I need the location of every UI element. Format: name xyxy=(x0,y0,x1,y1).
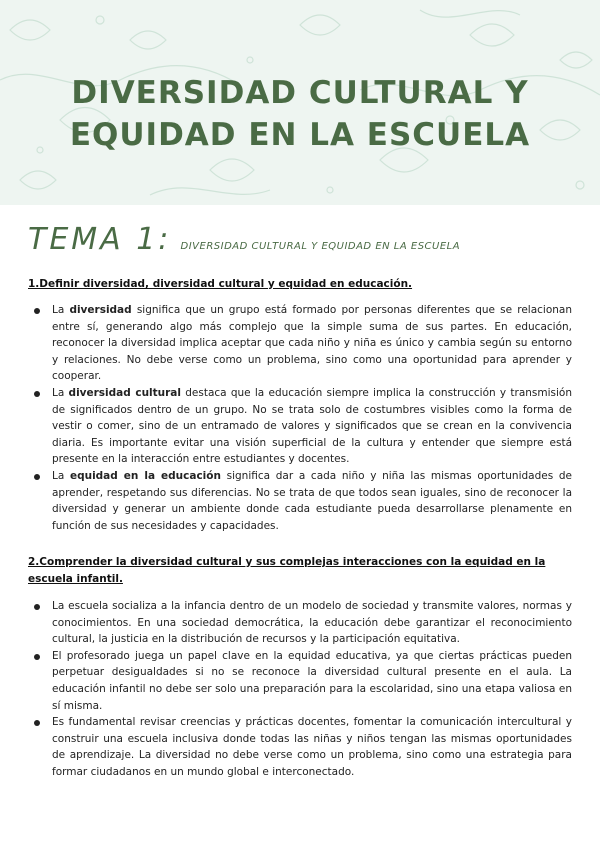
list-item: Es fundamental revisar creencias y prácticas docentes, fomentar la comunicación intercultural y construir una escuela inclusiva donde todas las niñas y niños tengan las mismas oportunidades de aprendizaje. La diversidad no debe verse como un problema, sino como una estrategia para formar ciudadanos en un mundo global e interconectado. xyxy=(28,714,572,780)
title-line-1: DIVERSIDAD CULTURAL Y xyxy=(71,75,529,111)
section-1-heading: 1.Definir diversidad, diversidad cultural y equidad en educación. xyxy=(28,278,413,290)
section-1-list xyxy=(28,302,572,534)
list-item: La diversidad cultural destaca que la educación siempre implica la construcción y transmisión de significados dentro de un grupo. No se trata solo de costumbres visibles como la forma de vestir o comer, sino de un entramado de valores y significados que se crean en la convivencia diaria. Es importante evitar una visión superficial de la cultura y entender que siempre está presente en la interacción entre estudiantes y docentes. xyxy=(28,385,572,468)
term-diversidad: diversidad xyxy=(69,304,132,316)
term-diversidad-cultural: diversidad cultural xyxy=(68,386,181,399)
list-item: El profesorado juega un papel clave en la equidad educativa, ya que ciertas prácticas pueden perpetuar desigualdades si no se reconoce la diversidad cultural presente en el aula. La educación infantil no debe ser solo una preparación para la escolaridad, sino una etapa valiosa en sí misma. xyxy=(28,648,572,714)
topic-subtitle: DIVERSIDAD CULTURAL Y EQUIDAD EN LA ESCUELA xyxy=(180,241,461,252)
section-2-heading: 2.Comprender la diversidad cultural y sus complejas interacciones con la equidad en la escuela infantil. xyxy=(28,556,546,585)
title-line-2: EQUIDAD EN LA ESCUELA xyxy=(69,117,531,153)
list-item: La equidad en la educación significa dar a cada niño y niña las mismas oportunidades de aprender, respetando sus diferencias. No se trata de que todos sean iguales, sino de reconocer la diversidad y generar un ambiente donde cada estudiante pueda desarrollarse plenamente en función de sus necesidades y capacidades. xyxy=(28,468,572,534)
document-title xyxy=(0,72,600,156)
section-2-list xyxy=(28,598,572,781)
list-item: La diversidad significa que un grupo está formado por personas diferentes que se relacionan entre sí, generando algo más complejo que la simple suma de sus partes. En educación, reconocer la diversidad implica aceptar que cada niño y niña es único y cambia según su entorno y relaciones. No debe verse como un problema, sino como una oportunidad para aprender y cooperar. xyxy=(28,302,572,385)
topic-label: TEMA 1: xyxy=(28,222,172,257)
header-banner xyxy=(0,0,600,205)
list-item: La escuela socializa a la infancia dentro de un modelo de sociedad y transmite valores, normas y conocimientos. En una sociedad democrática, la educación debe garantizar el reconocimiento cultural, la justicia en la distribución de recursos y la participación equitativa. xyxy=(28,598,572,648)
term-equidad: equidad en la educación xyxy=(69,469,221,482)
topic-header xyxy=(28,222,588,258)
